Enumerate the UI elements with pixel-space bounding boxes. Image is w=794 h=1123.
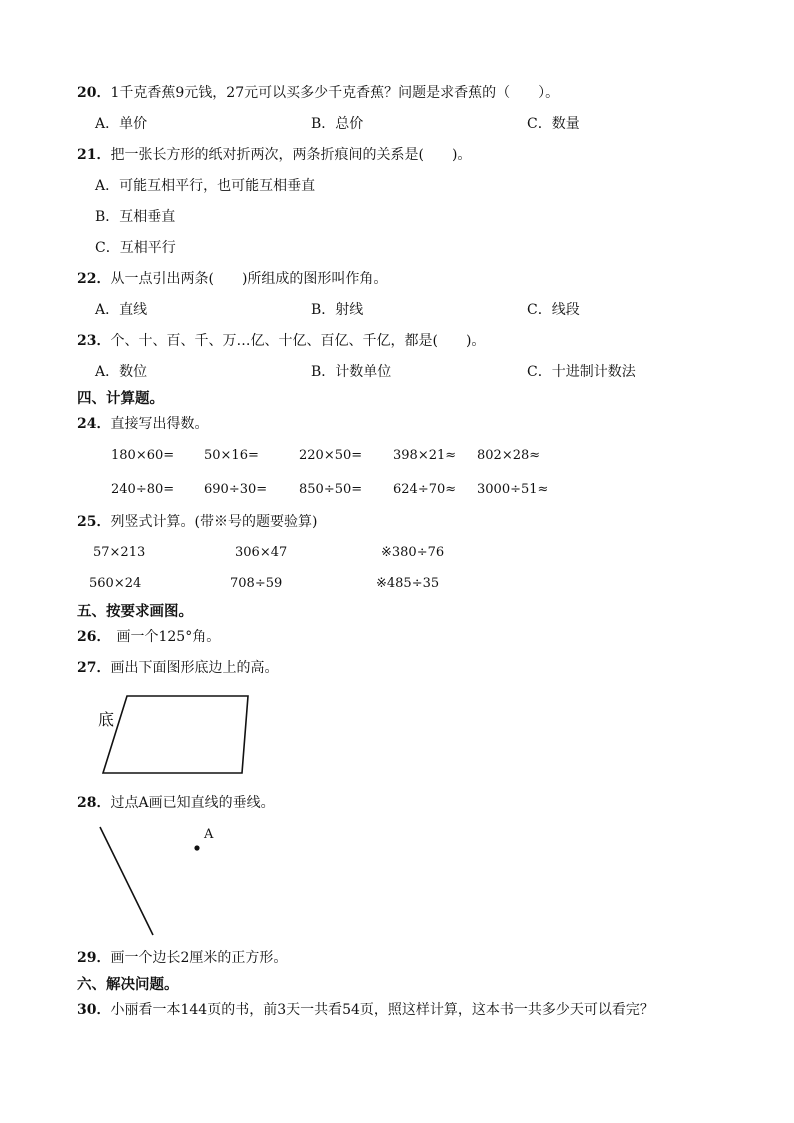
point-a-label: A	[204, 827, 214, 842]
section-heading-4: 四、计算题。	[77, 390, 164, 407]
option-c: C．十进制计数法	[527, 364, 636, 380]
option-b: B．总价	[311, 116, 364, 132]
parallelogram-base-label: 底	[98, 710, 115, 729]
question-text: 画一个125°角。	[116, 629, 221, 645]
option-c: C．数量	[527, 116, 580, 132]
section-heading-5: 五、按要求画图。	[77, 603, 193, 620]
option-b: B．射线	[311, 302, 364, 318]
parallelogram-figure	[103, 696, 248, 773]
calc-item: ※380÷76	[381, 545, 445, 560]
question-text: 把一张长方形的纸对折两次，两条折痕间的关系是( )。	[110, 147, 472, 163]
question-number: 21．	[77, 147, 111, 163]
question-number: 27．	[77, 660, 111, 676]
calc-item: 708÷59	[230, 576, 283, 591]
question-text: 从一点引出两条( )所组成的图形叫作角。	[110, 271, 388, 287]
option-b: B．计数单位	[311, 364, 392, 380]
option-a: A．数位	[95, 364, 148, 380]
question-text: 个、十、百、千、万…亿、十亿、百亿、千亿，都是( )。	[110, 333, 486, 349]
calc-item: 850÷50=	[299, 482, 363, 497]
question-29	[77, 949, 287, 967]
option-a: A．单价	[95, 116, 148, 132]
calc-item: ※485÷35	[376, 576, 440, 591]
given-straight-line	[100, 827, 153, 935]
question-number: 23．	[77, 333, 111, 349]
calc-item: 802×28≈	[477, 448, 541, 463]
section-heading-6: 六、解决问题。	[77, 976, 179, 993]
question-text: 列竖式计算。(带※号的题要验算)	[110, 514, 318, 530]
calc-item: 220×50=	[299, 448, 363, 463]
option-a: A．直线	[95, 302, 148, 318]
option-c: C．线段	[527, 302, 580, 318]
question-text: 1千克香蕉9元钱，27元可以买多少千克香蕉？问题是求香蕉的（ ）。	[110, 85, 560, 101]
calc-item: 50×16=	[204, 448, 259, 463]
question-text: 小丽看一本144页的书，前3天一共看54页，照这样计算，这本书一共多少天可以看完？	[110, 1002, 654, 1018]
calc-item: 180×60=	[111, 448, 175, 463]
option-b: B．互相垂直	[95, 209, 176, 225]
calc-item: 690÷30=	[204, 482, 268, 497]
question-number: 26．	[77, 629, 111, 645]
calc-item: 240÷80=	[111, 482, 175, 497]
question-number: 29．	[77, 950, 111, 966]
question-number: 28．	[77, 795, 111, 811]
question-text: 直接写出得数。	[110, 416, 209, 432]
question-number: 22．	[77, 271, 111, 287]
question-text: 过点A画已知直线的垂线。	[110, 795, 275, 811]
question-number: 25．	[77, 514, 111, 530]
calc-item: 624÷70≈	[393, 482, 457, 497]
question-text: 画出下面图形底边上的高。	[110, 660, 279, 676]
question-number: 24．	[77, 416, 111, 432]
question-30	[77, 1001, 654, 1019]
question-number: 20．	[77, 85, 111, 101]
calc-item: 306×47	[235, 545, 288, 560]
option-c: C．互相平行	[95, 240, 176, 256]
calc-item: 398×21≈	[393, 448, 457, 463]
question-text: 画一个边长2厘米的正方形。	[110, 950, 288, 966]
calc-item: 3000÷51≈	[477, 482, 549, 497]
point-a	[194, 845, 199, 850]
calc-item: 560×24	[89, 576, 142, 591]
calc-item: 57×213	[93, 545, 146, 560]
option-a: A．可能互相平行，也可能互相垂直	[95, 178, 316, 194]
question-number: 30．	[77, 1002, 111, 1018]
